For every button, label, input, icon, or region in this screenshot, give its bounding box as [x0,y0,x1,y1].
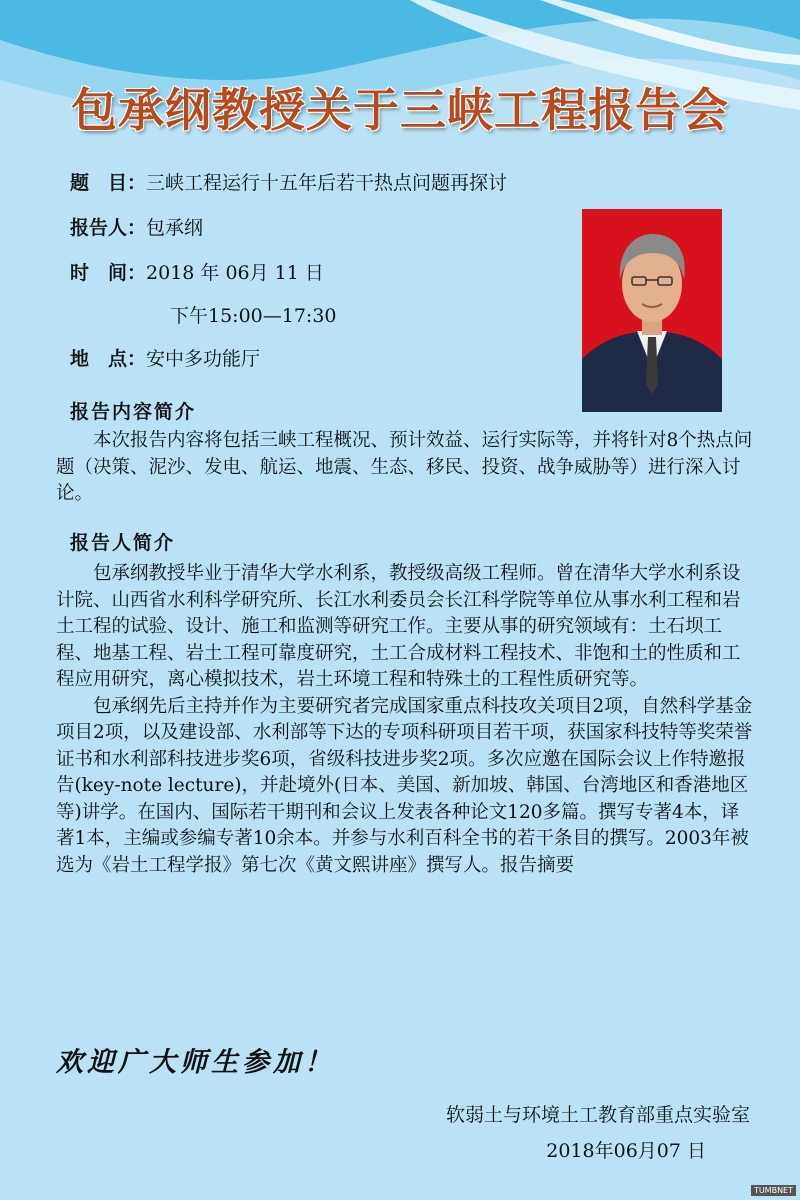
time-date: 2018 年 06月 11 日 [146,262,324,284]
portrait-image [582,209,722,412]
issue-date: 2018年06月07 日 [546,1140,706,1162]
venue-row [70,347,260,371]
content-intro-heading: 报告内容简介 [70,401,197,423]
page-title: 包承纲教授关于三峡工程报告会 [71,83,729,137]
time-label: 时 间： [70,262,147,284]
watermark: TUMBNET [751,1185,796,1196]
speaker-intro-body [56,561,756,879]
speaker-intro-para2: 包承纲先后主持并作为主要研究者完成国家重点科技攻关项目2项，自然科学基金项目2项，以及建设部、水利部等下达的专项科研项目若干项，获国家科技特等奖荣誉证书和水利部科技进步奖6项，省级科技进步奖2项。多次应邀在国际会议上作特邀报告(key-note lecture)，并赴境外(日本、美国、新加坡、韩国、台湾地区和香港地区等)讲学。在国内、国际若干期刊和会议上发表各种论文120多篇。撰写专著4本，译著1本，主编或参编专著10余本。并参与水利百科全书的若干条目的撰写。2003年被选为《岩土工程学报》第七次《黄文熙讲座》撰写人。报告摘要 [56,695,753,876]
topic-value: 三峡工程运行十五年后若干热点问题再探讨 [146,172,508,194]
speaker-row [70,216,203,240]
speaker-intro-para1: 包承纲教授毕业于清华大学水利系，教授级高级工程师。曾在清华大学水利系设计院、山西省水利科学研究所、长江水利委员会长江科学院等单位从事水利工程和岩土工程的试验、设计、施工和监测等研究工作。主要从事的研究领域有：土石坝工程、地基工程、岩土工程可靠度研究，土工合成材料工程技术、非饱和土的性质和工程应用研究，离心模拟技术，岩土环境工程和特殊土的工程性质研究等。 [56,563,741,690]
speaker-photo [582,209,722,412]
content-intro-body [56,428,756,508]
topic-row [70,171,507,195]
speaker-intro-heading: 报告人简介 [70,532,176,554]
venue-label: 地 点： [70,348,147,370]
time-hours: 下午15:00—17:30 [170,305,337,327]
welcome-text: 欢迎广大师生参加！ [56,1047,335,1078]
topic-label: 题 目： [70,172,147,194]
content-intro-text: 本次报告内容将包括三峡工程概况、预计效益、运行实际等，并将针对8个热点问题（决策、泥沙、发电、航运、地震、生态、移民、投资、战争威胁等）进行深入讨论。 [56,430,753,504]
time-row [70,261,324,285]
speaker-label: 报告人： [70,217,147,239]
venue-value: 安中多功能厅 [146,348,261,370]
speaker-value: 包承纲 [146,217,204,239]
organizer: 软弱土与环境土工教育部重点实验室 [445,1104,750,1126]
